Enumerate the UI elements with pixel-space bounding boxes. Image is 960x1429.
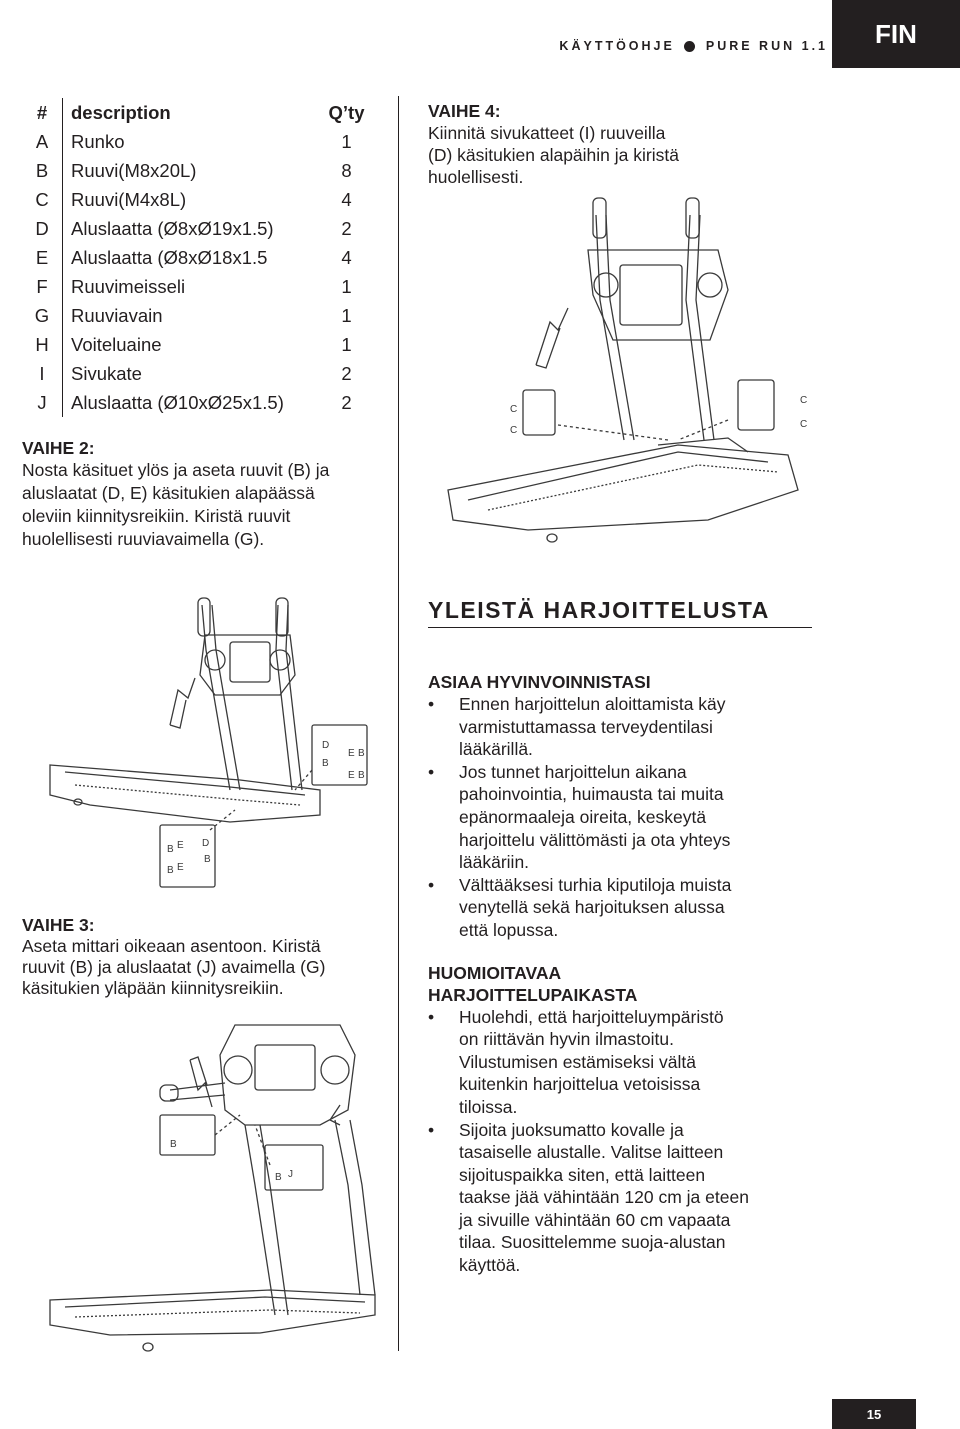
diagram-label: C xyxy=(800,419,808,430)
diagram-label: D xyxy=(322,740,330,751)
part-id: D xyxy=(22,214,63,243)
parts-table-header-row xyxy=(22,98,387,127)
part-id: C xyxy=(22,185,63,214)
section-title-underline xyxy=(428,627,812,628)
diagram-label: D xyxy=(202,838,210,849)
text-line: taakse jää vähintään 120 cm ja eteen xyxy=(459,1187,749,1208)
part-description: Ruuvi(M8x20L) xyxy=(71,159,197,181)
part-qty: 8 xyxy=(341,159,352,181)
text-line: käyttöä. xyxy=(459,1255,521,1276)
step3-diagram xyxy=(30,1015,390,1355)
text-line: lääkäriin. xyxy=(459,852,530,873)
table-row xyxy=(22,388,387,417)
part-description: Aluslaatta (Ø8xØ18x1.5 xyxy=(71,246,268,268)
part-description: Ruuvimeisseli xyxy=(71,275,186,297)
bullet-dot-icon xyxy=(684,41,695,52)
text-line: oleviin kiinnitysreikiin. Kiristä ruuvit xyxy=(22,506,291,526)
part-description: Sivukate xyxy=(71,362,142,384)
diagram-label: E xyxy=(348,748,355,759)
step2-diagram xyxy=(30,590,385,900)
text-line: tiloissa. xyxy=(459,1096,518,1117)
diagram-label: C xyxy=(510,404,518,415)
text-line: HUOMIOITAVAA xyxy=(428,962,562,983)
text-line: • Huolehdi, että harjoitteluympäristö xyxy=(459,1006,724,1027)
part-qty: 2 xyxy=(341,217,352,239)
part-qty: 1 xyxy=(341,275,352,297)
part-id: B xyxy=(22,156,63,185)
text-line: Vilustumisen estämiseksi vältä xyxy=(459,1051,696,1072)
step2-instructions xyxy=(22,438,392,551)
diagram-label: B xyxy=(204,854,211,865)
part-description: Aluslaatta (Ø10xØ25x1.5) xyxy=(71,391,284,413)
text-line: Kiinnitä sivukatteet (I) ruuveilla xyxy=(428,123,666,143)
part-description: Voiteluaine xyxy=(71,333,162,355)
health-list xyxy=(428,693,828,942)
part-qty: 4 xyxy=(341,188,352,210)
diagram-label: J xyxy=(288,1169,293,1180)
part-qty: 1 xyxy=(341,333,352,355)
diagram-label: B xyxy=(358,770,365,781)
text-line: • Jos tunnet harjoittelun aikana xyxy=(459,761,687,782)
part-id: H xyxy=(22,330,63,359)
step4-title: VAIHE 4: xyxy=(428,101,501,121)
step3-text xyxy=(22,936,394,999)
header-qty: Q’ty xyxy=(328,101,365,123)
text-line: • Sijoita juoksumatto kovalle ja xyxy=(459,1119,684,1140)
text-line: ruuvit (B) ja aluslaatat (J) avaimella (G) xyxy=(22,957,326,977)
table-row xyxy=(22,301,387,330)
text-line: tilaa. Suosittelemme suoja-alustan xyxy=(459,1232,726,1253)
text-line: venytellä sekä harjoituksen alussa xyxy=(459,897,725,918)
text-line: lääkärillä. xyxy=(459,739,533,760)
header-id: # xyxy=(22,98,63,127)
diagram-label: B xyxy=(167,844,174,855)
table-row xyxy=(22,359,387,388)
list-item xyxy=(428,874,828,942)
part-qty: 1 xyxy=(341,304,352,326)
column-divider xyxy=(398,96,399,1351)
part-id: I xyxy=(22,359,63,388)
text-line: Nosta käsituet ylös ja aseta ruuvit (B) ja xyxy=(22,460,330,480)
table-row xyxy=(22,330,387,359)
diagram-label: B xyxy=(167,865,174,876)
part-description: Runko xyxy=(71,130,125,152)
part-id: G xyxy=(22,301,63,330)
general-section-body xyxy=(428,671,828,1277)
text-line: HARJOITTELUPAIKASTA xyxy=(428,984,638,1005)
diagram-label: B xyxy=(322,758,329,769)
step4-text xyxy=(428,122,768,188)
table-row xyxy=(22,127,387,156)
part-id: F xyxy=(22,272,63,301)
list-item xyxy=(428,693,828,761)
table-row xyxy=(22,156,387,185)
text-line: (D) käsitukien alapäihin ja kiristä xyxy=(428,145,679,165)
diagram-label: B xyxy=(275,1172,282,1183)
parts-table xyxy=(22,98,387,417)
header-product: PURE RUN 1.1 xyxy=(705,39,828,53)
text-line: harjoittelu välittömästi ja ota yhteys xyxy=(459,829,731,850)
step3-title: VAIHE 3: xyxy=(22,915,95,935)
step3-instructions xyxy=(22,915,394,999)
step2-title: VAIHE 2: xyxy=(22,438,95,458)
header-doc-type: KÄYTTÖOHJE xyxy=(559,39,675,53)
part-qty: 2 xyxy=(341,362,352,384)
text-line: huolellisesti. xyxy=(428,167,524,187)
header-document-title xyxy=(559,39,828,53)
part-qty: 1 xyxy=(341,130,352,152)
diagram-label: B xyxy=(358,748,365,759)
text-line: sijoituspaikka siten, että laitteen xyxy=(459,1164,706,1185)
text-line: • Ennen harjoittelun aloittamista käy xyxy=(459,694,726,714)
part-description: Ruuvi(M4x8L) xyxy=(71,188,187,210)
table-row xyxy=(22,185,387,214)
table-row xyxy=(22,214,387,243)
part-description: Ruuviavain xyxy=(71,304,163,326)
text-line: että lopussa. xyxy=(459,919,559,940)
step2-text xyxy=(22,459,392,551)
diagram-label: E xyxy=(348,770,355,781)
part-id: E xyxy=(22,243,63,272)
diagram-label: E xyxy=(177,862,184,873)
health-heading: ASIAA HYVINVOINNISTASI xyxy=(428,672,651,692)
text-line: tasaiselle alustalle. Valitse laitteen xyxy=(459,1142,724,1163)
place-list xyxy=(428,1006,828,1277)
part-description: Aluslaatta (Ø8xØ19x1.5) xyxy=(71,217,274,239)
list-item xyxy=(428,1119,828,1277)
list-item xyxy=(428,761,828,874)
step4-instructions xyxy=(428,101,768,188)
part-id: J xyxy=(22,388,63,417)
language-badge: FIN xyxy=(832,0,960,68)
place-heading xyxy=(428,962,828,1006)
text-line: on riittävän hyvin ilmastoitu. xyxy=(459,1029,674,1050)
header-description: description xyxy=(71,101,171,123)
text-line: ja sivuille vähintään 60 cm vapaata xyxy=(459,1209,731,1230)
list-item xyxy=(428,1006,828,1119)
section-title: YLEISTÄ HARJOITTELUSTA xyxy=(428,597,770,623)
table-row xyxy=(22,243,387,272)
part-qty: 2 xyxy=(341,391,352,413)
diagram-label: B xyxy=(170,1139,177,1150)
text-line: huolellisesti ruuviavaimella (G). xyxy=(22,529,265,549)
part-qty: 4 xyxy=(341,246,352,268)
text-line: varmistuttamassa terveydentilasi xyxy=(459,716,713,737)
text-line: epänormaaleja oireita, keskeytä xyxy=(459,806,707,827)
page-number: 15 xyxy=(832,1399,916,1429)
table-row xyxy=(22,272,387,301)
diagram-label: C xyxy=(510,425,518,436)
diagram-label: E xyxy=(177,840,184,851)
text-line: Aseta mittari oikeaan asentoon. Kiristä xyxy=(22,936,321,956)
step4-diagram xyxy=(428,190,828,550)
text-line: käsitukien yläpään kiinnitysreikiin. xyxy=(22,978,284,998)
text-line: kuitenkin harjoittelua vetoisissa xyxy=(459,1074,701,1095)
text-line: • Välttääksesi turhia kiputiloja muista xyxy=(459,874,732,895)
part-id: A xyxy=(22,127,63,156)
text-line: pahoinvointia, huimausta tai muita xyxy=(459,784,724,805)
diagram-label: C xyxy=(800,395,808,406)
text-line: aluslaatat (D, E) käsitukien alapäässä xyxy=(22,483,315,503)
